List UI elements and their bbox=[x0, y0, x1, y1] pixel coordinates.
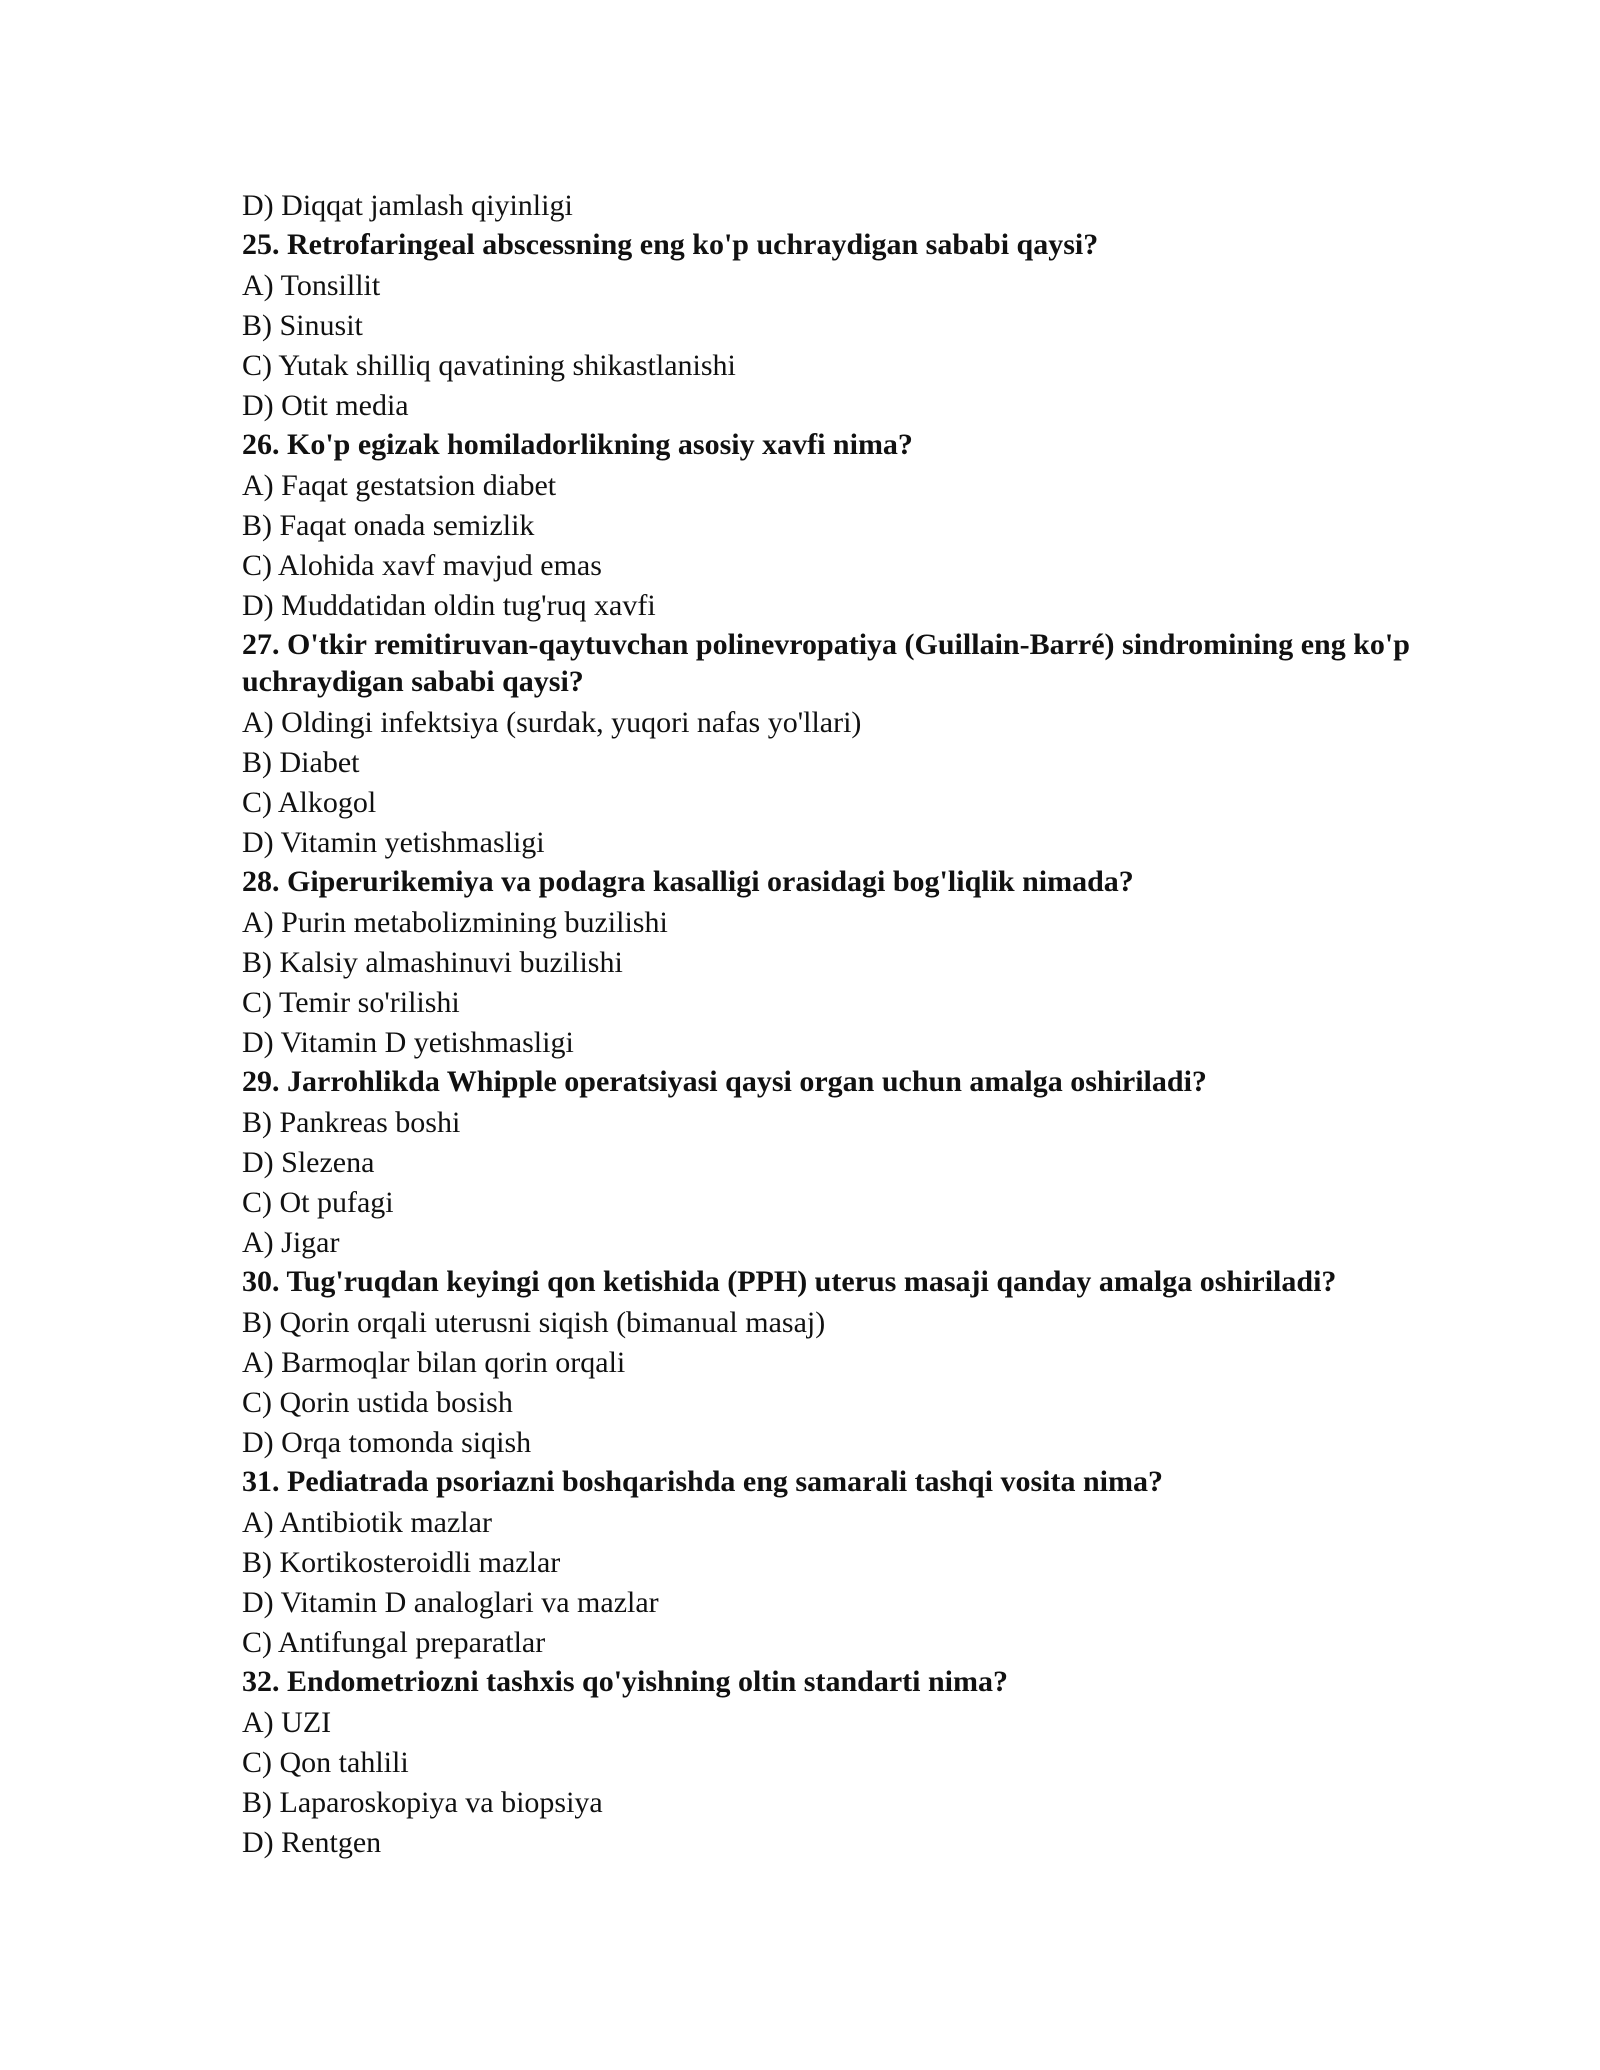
question-29 bbox=[242, 1063, 1422, 1263]
question-25 bbox=[242, 226, 1422, 426]
answer-option: B) Kalsiy almashinuvi buzilishi bbox=[242, 946, 623, 979]
answer-option: C) Alohida xavf mavjud emas bbox=[242, 549, 602, 582]
answer-option: D) Vitamin D yetishmasligi bbox=[242, 1026, 574, 1059]
answer-option: D) Slezena bbox=[242, 1146, 375, 1179]
answer-option: C) Yutak shilliq qavatining shikastlanishi bbox=[242, 349, 736, 382]
answer-option: C) Ot pufagi bbox=[242, 1186, 394, 1219]
answer-option: B) Qorin orqali uterusni siqish (bimanual masaj) bbox=[242, 1306, 826, 1339]
answer-option: A) Barmoqlar bilan qorin orqali bbox=[242, 1346, 626, 1379]
answer-option: D) Rentgen bbox=[242, 1826, 382, 1859]
question-30 bbox=[242, 1263, 1422, 1463]
question-text: 29. Jarrohlikda Whipple operatsiyasi qaysi organ uchun amalga oshiriladi? bbox=[242, 1065, 1207, 1098]
answer-option: A) UZI bbox=[242, 1706, 332, 1739]
answer-option: B) Laparoskopiya va biopsiya bbox=[242, 1786, 603, 1819]
answer-option: D) Muddatidan oldin tug'ruq xavfi bbox=[242, 589, 656, 622]
answer-option: B) Kortikosteroidli mazlar bbox=[242, 1546, 561, 1579]
answer-option: A) Oldingi infektsiya (surdak, yuqori nafas yo'llari) bbox=[242, 706, 862, 739]
question-text: 27. O'tkir remitiruvan-qaytuvchan polinevropatiya (Guillain-Barré) sindromining eng ko'p uchraydigan sababi qaysi? bbox=[242, 628, 1410, 698]
answer-option: D) Vitamin yetishmasligi bbox=[242, 826, 545, 859]
answer-option: B) Diabet bbox=[242, 746, 360, 779]
answer-option: A) Purin metabolizmining buzilishi bbox=[242, 906, 668, 939]
question-text: 26. Ko'p egizak homiladorlikning asosiy xavfi nima? bbox=[242, 428, 913, 461]
answer-option: A) Antibiotik mazlar bbox=[242, 1506, 492, 1539]
answer-option: C) Temir so'rilishi bbox=[242, 986, 460, 1019]
answer-option: A) Jigar bbox=[242, 1226, 340, 1259]
question-26 bbox=[242, 426, 1422, 626]
answer-option: D) Orqa tomonda siqish bbox=[242, 1426, 532, 1459]
answer-option: B) Pankreas boshi bbox=[242, 1106, 461, 1139]
question-28 bbox=[242, 863, 1422, 1063]
answer-option: B) Faqat onada semizlik bbox=[242, 509, 535, 542]
question-text: 30. Tug'ruqdan keyingi qon ketishida (PPH) uterus masaji qanday amalga oshiriladi? bbox=[242, 1265, 1337, 1298]
question-text: 32. Endometriozni tashxis qo'yishning oltin standarti nima? bbox=[242, 1665, 1008, 1698]
answer-option: C) Antifungal preparatlar bbox=[242, 1626, 546, 1659]
question-32 bbox=[242, 1663, 1422, 1863]
answer-option: C) Qorin ustida bosish bbox=[242, 1386, 513, 1419]
question-text: 25. Retrofaringeal abscessning eng ko'p uchraydigan sababi qaysi? bbox=[242, 228, 1099, 261]
question-31 bbox=[242, 1463, 1422, 1663]
question-text: 28. Giperurikemiya va podagra kasalligi orasidagi bog'liqlik nimada? bbox=[242, 865, 1134, 898]
answer-option: B) Sinusit bbox=[242, 309, 363, 342]
question-27 bbox=[242, 626, 1422, 863]
answer-option: A) Faqat gestatsion diabet bbox=[242, 469, 557, 502]
answer-option: D) Otit media bbox=[242, 389, 409, 422]
answer-option: C) Qon tahlili bbox=[242, 1746, 409, 1779]
answer-option: A) Tonsillit bbox=[242, 269, 381, 302]
answer-option: D) Vitamin D analoglari va mazlar bbox=[242, 1586, 659, 1619]
question-text: 31. Pediatrada psoriazni boshqarishda eng samarali tashqi vosita nima? bbox=[242, 1465, 1163, 1498]
carryover-option: D) Diqqat jamlash qiyinligi bbox=[242, 189, 573, 222]
answer-option: C) Alkogol bbox=[242, 786, 377, 819]
quiz-content bbox=[242, 186, 1422, 1863]
